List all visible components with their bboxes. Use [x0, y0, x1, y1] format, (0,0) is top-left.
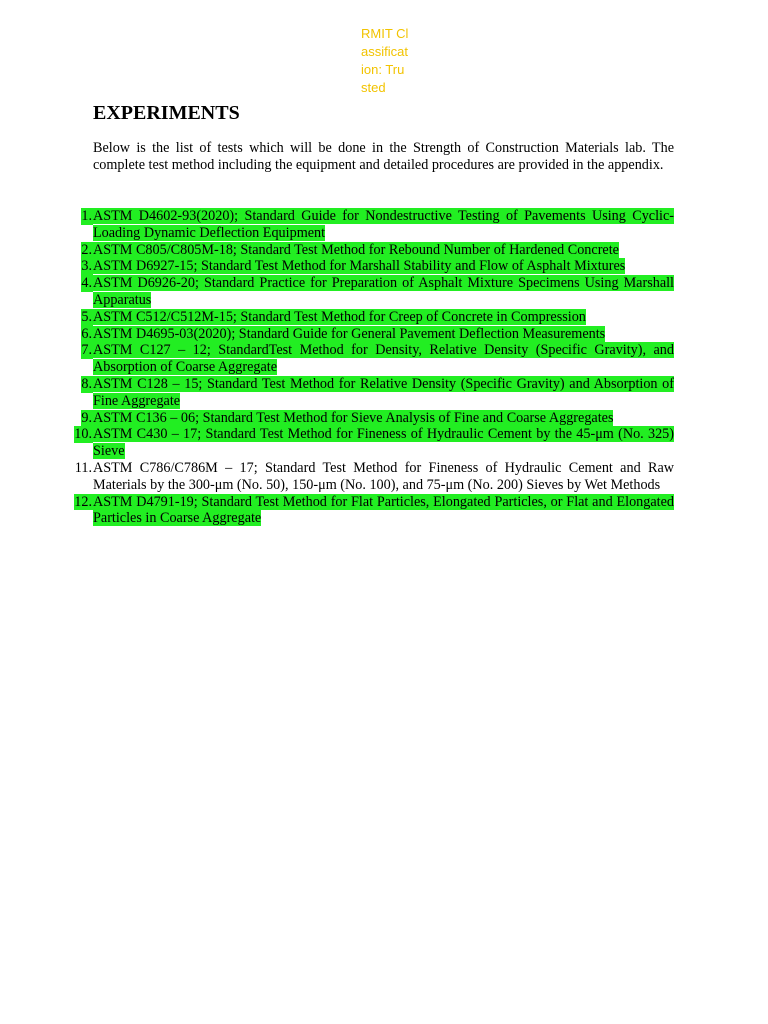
- list-item-text: ASTM C127 – 12; StandardTest Method for Density, Relative Density (Specific Gravity), and Absorption of Coarse Aggregate: [93, 342, 674, 376]
- list-item-text: ASTM D4791-19; Standard Test Method for Flat Particles, Elongated Particles, or Flat and Elongated Particles in Coarse Aggregate: [93, 493, 674, 527]
- list-item-text: ASTM C128 – 15; Standard Test Method for Relative Density (Specific Gravity) and Absorption of Fine Aggregate: [93, 375, 674, 409]
- list-item-text: ASTM D4695-03(2020); Standard Guide for General Pavement Deflection Measurements: [93, 325, 606, 342]
- list-item-number: 10.: [74, 426, 92, 443]
- list-item: [60, 326, 674, 343]
- list-item-text: ASTM C805/C805M-18; Standard Test Method for Rebound Number of Hardened Concrete: [93, 241, 619, 258]
- list-item: [60, 309, 674, 326]
- list-item-number: 12.: [74, 493, 92, 510]
- intro-paragraph: Below is the list of tests which will be done in the Strength of Construction Materials lab. The complete test method including the equipment and detailed procedures are provided in the appendix.: [93, 140, 674, 173]
- list-item: [60, 208, 674, 242]
- classification-label: RMIT Classification: Trusted: [361, 26, 409, 95]
- list-item: [60, 342, 674, 376]
- list-item-number: 9.: [81, 409, 92, 426]
- list-item-text: ASTM D6927-15; Standard Test Method for Marshall Stability and Flow of Asphalt Mixtures: [93, 258, 626, 275]
- list-item: [60, 426, 674, 460]
- list-item: [60, 494, 674, 528]
- page-title: EXPERIMENTS: [93, 102, 240, 124]
- list-item: [60, 275, 674, 309]
- list-item-text: ASTM D4602-93(2020); Standard Guide for Nondestructive Testing of Pavements Using Cyclic-Loading Dynamic Deflection Equipment: [93, 208, 674, 241]
- list-item: [60, 242, 674, 259]
- list-item-text: ASTM C512/C512M-15; Standard Test Method for Creep of Concrete in Compression: [93, 308, 586, 325]
- list-item-number: 11.: [74, 459, 92, 476]
- list-item: [60, 460, 674, 494]
- list-item-text: ASTM C430 – 17; Standard Test Method for Fineness of Hydraulic Cement by the 45-μm (No. 325) Sieve: [93, 426, 674, 460]
- list-item-text: ASTM C786/C786M – 17; Standard Test Method for Fineness of Hydraulic Cement and Raw Materials by the 300-μm (No. 50), 150-μm (No. 100), and 75-μm (No. 200) Sieves by Wet Methods: [93, 459, 674, 493]
- list-item-text: ASTM D6926-20; Standard Practice for Preparation of Asphalt Mixture Specimens Using Marshall Apparatus: [93, 275, 674, 308]
- list-item-number: 3.: [81, 258, 92, 275]
- list-item-number: 5.: [81, 308, 92, 325]
- test-list: [60, 208, 674, 527]
- list-item-number: 4.: [81, 275, 92, 292]
- list-item: [60, 258, 674, 275]
- list-item-number: 8.: [81, 375, 92, 392]
- list-item: [60, 376, 674, 410]
- list-item: [60, 410, 674, 427]
- list-item-number: 1.: [81, 208, 92, 224]
- list-item-text: ASTM C136 – 06; Standard Test Method for Sieve Analysis of Fine and Coarse Aggregates: [93, 409, 614, 426]
- list-item-number: 7.: [81, 342, 92, 359]
- list-item-number: 6.: [81, 325, 92, 342]
- list-item-number: 2.: [81, 241, 92, 258]
